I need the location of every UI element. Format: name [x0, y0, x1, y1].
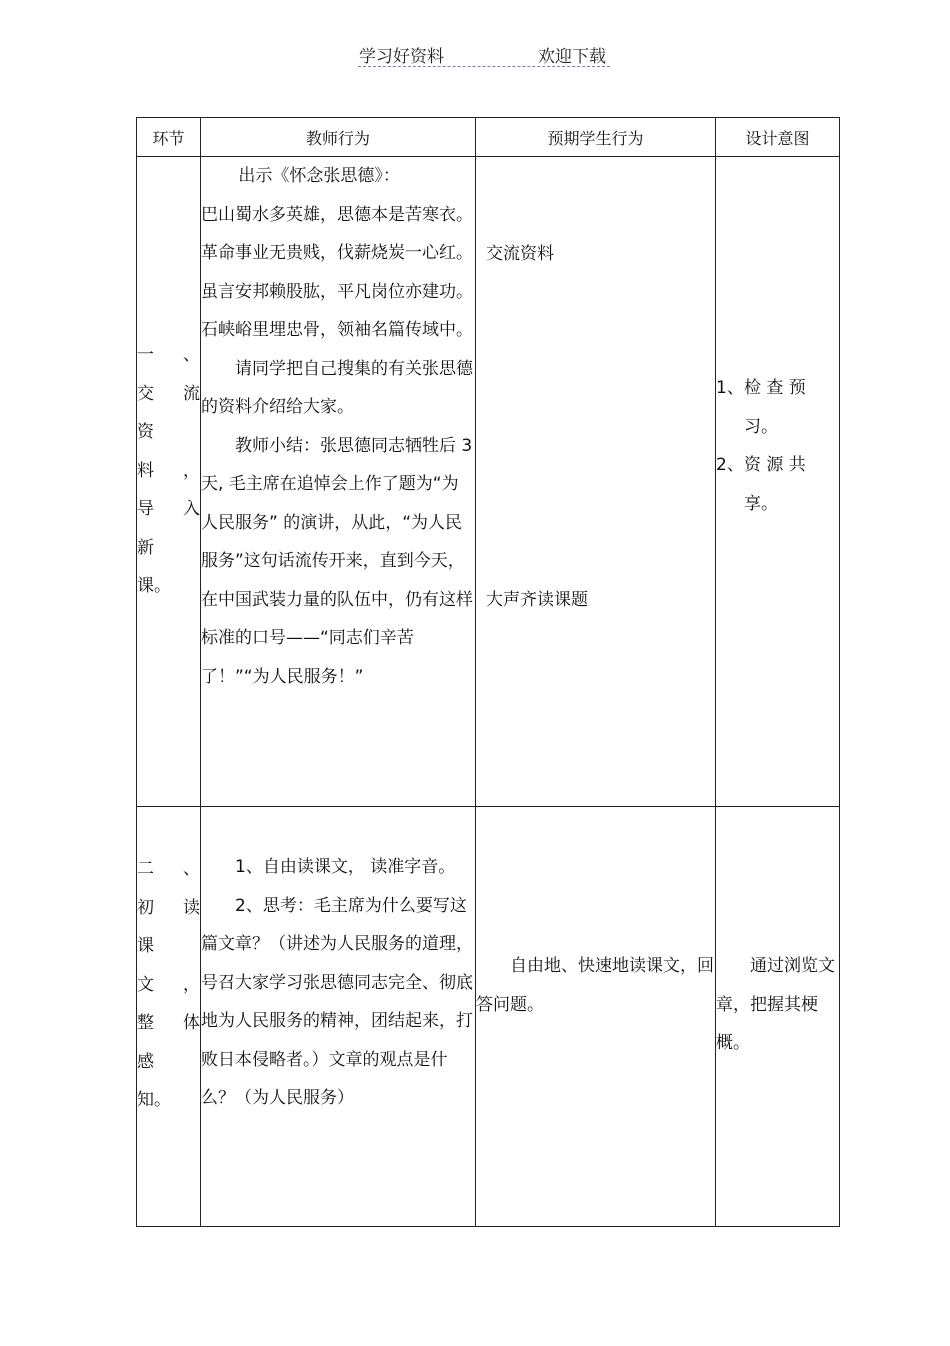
stage-line: 料， — [137, 460, 200, 481]
teacher-paragraph: 巴山蜀水多英雄，思德本是苦寒衣。 革命事业无贵贱，伐薪烧炭一心红。 — [201, 204, 473, 263]
teacher-cell — [201, 807, 476, 1227]
stage-line: 资 — [137, 422, 154, 442]
stage-line: 感 — [137, 1051, 154, 1072]
stage-cell — [137, 807, 201, 1227]
header-right-text: 欢迎下载 — [538, 47, 606, 67]
stage-line: 课 — [137, 936, 154, 956]
stage-line: 课。 — [137, 576, 171, 596]
table-row — [137, 807, 840, 1227]
col-header-teacher: 教师行为 — [201, 118, 476, 157]
intent-paragraph: 通过浏览文章，把握其梗概。 — [716, 956, 835, 1053]
page-header — [358, 38, 610, 67]
stage-line: 知。 — [137, 1090, 171, 1110]
teacher-paragraph: 虽言安邦赖股肱，平凡岗位亦建功。 石峡峪里埋忠骨，领袖名篇传域中。 — [201, 281, 473, 340]
intent-cell — [716, 807, 840, 1227]
teacher-paragraph: 1、自由读课文， 读准字音。 — [235, 857, 456, 877]
intent-item — [716, 369, 839, 446]
col-header-intent: 设计意图 — [716, 118, 840, 157]
col-header-stage: 环节 — [137, 118, 201, 157]
teacher-paragraph: 出示《怀念张思德》： — [238, 166, 400, 186]
stage-cell — [137, 157, 201, 807]
teacher-paragraph: 请同学把自己搜集的有关张思德的资料介绍给大家。 — [201, 358, 473, 417]
lesson-plan-table — [136, 117, 840, 1227]
teacher-paragraph: 教师小结：张思德同志牺牲后 3 天, 毛主席在追悼会上作了题为“为人民服务” 的演讲，从此，“为人民服务”这句话流传开来，直到今天， 在中国武装力量的队伍中，仍有这样标准的口号——“同志们辛苦了！”“为人民服务！” — [201, 435, 473, 687]
intent-item-number: 2、 — [716, 455, 744, 475]
intent-item — [716, 446, 839, 523]
table-header-row — [137, 118, 840, 157]
intent-item-text: 资 源 共 享。 — [744, 455, 806, 514]
stage-line: 文， — [137, 974, 200, 995]
table-row — [137, 157, 840, 807]
student-cell — [476, 807, 716, 1227]
header-left-text: 学习好资料 — [359, 47, 444, 67]
intent-cell — [716, 157, 840, 807]
intent-item-number: 1、 — [716, 378, 744, 398]
stage-line: 新 — [137, 537, 154, 558]
teacher-paragraph: 2、思考：毛主席为什么要写这篇文章？（讲述为人民服务的道理，号召大家学习张思德同志完全、彻底地为人民服务的精神，团结起来，打败日本侵略者。）文章的观点是什么？（为人民服务） — [201, 895, 473, 1108]
student-cell — [476, 157, 716, 807]
stage-line: 交流 — [137, 383, 200, 404]
stage-line: 一、 — [137, 345, 200, 365]
teacher-cell — [201, 157, 476, 807]
stage-line: 整体 — [137, 1013, 200, 1033]
student-line: 大声齐读课题 — [486, 590, 588, 610]
col-header-student: 预期学生行为 — [476, 118, 716, 157]
intent-item-text: 检 查 预 习。 — [744, 378, 806, 437]
student-line: 交流资料 — [486, 244, 554, 264]
stage-line: 导入 — [137, 499, 200, 519]
stage-line: 二、 — [137, 859, 200, 879]
student-paragraph: 自由地、快速地读课文，回答问题。 — [476, 956, 714, 1015]
stage-line: 初读 — [137, 897, 200, 918]
